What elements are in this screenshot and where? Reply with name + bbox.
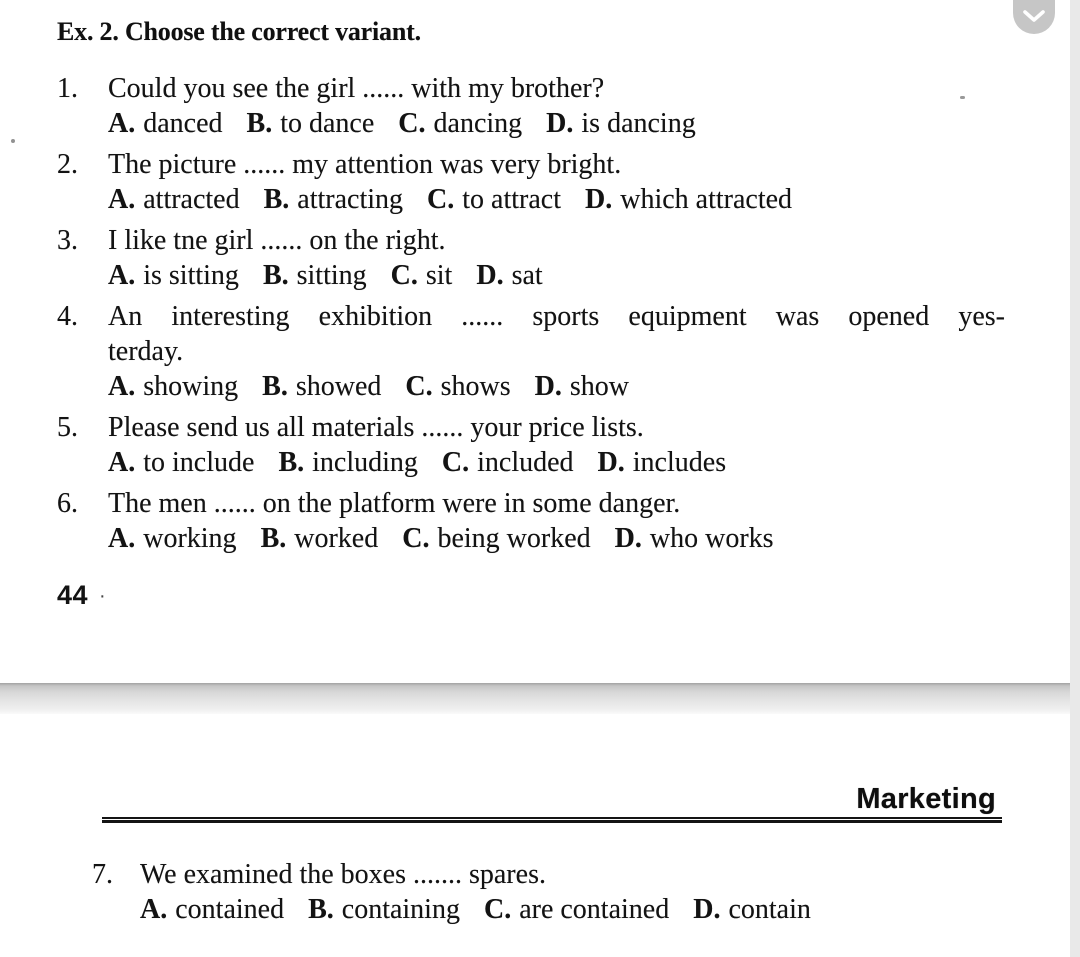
question-4 bbox=[57, 299, 1005, 404]
option-b: B. sitting bbox=[262, 260, 367, 291]
option-c: C. sit bbox=[390, 260, 453, 291]
option-b: B. including bbox=[278, 447, 418, 478]
question-options bbox=[108, 182, 1005, 217]
option-c: C. are contained bbox=[483, 894, 670, 925]
question-number: 1. bbox=[57, 73, 78, 104]
question-text: Could you see the girl ...... with my brother? bbox=[108, 73, 605, 104]
option-c: C. included bbox=[441, 447, 574, 478]
option-c: C. dancing bbox=[398, 108, 523, 139]
question-text: The men ...... on the platform were in some danger. bbox=[108, 488, 681, 519]
question-options bbox=[108, 258, 1005, 293]
question-options bbox=[108, 521, 1005, 556]
question-text: The picture ...... my attention was very bright. bbox=[108, 149, 622, 180]
option-d: D. contain bbox=[693, 894, 811, 925]
option-d: D. who works bbox=[614, 523, 774, 554]
question-text: An interesting exhibition ...... sports equipment was opened yes- bbox=[108, 301, 1005, 332]
option-b: B. worked bbox=[260, 523, 379, 554]
option-a: A. is sitting bbox=[108, 260, 239, 291]
header-rule bbox=[102, 817, 1002, 823]
chapter-header: Marketing bbox=[856, 783, 996, 815]
option-d: D. sat bbox=[476, 260, 543, 291]
question-number: 3. bbox=[57, 225, 78, 256]
scan-speck bbox=[11, 139, 15, 143]
option-d: D. show bbox=[534, 371, 629, 402]
question-options bbox=[108, 106, 1005, 141]
question-5 bbox=[57, 410, 1005, 480]
page-break-divider bbox=[0, 683, 1080, 714]
question-text: We examined the boxes ....... spares. bbox=[140, 859, 546, 890]
scan-speck bbox=[960, 96, 965, 99]
question-number: 7. bbox=[92, 859, 113, 890]
option-a: A. contained bbox=[140, 894, 285, 925]
exercise-title: Ex. 2. Choose the correct variant. bbox=[57, 17, 421, 46]
option-a: A. showing bbox=[108, 371, 239, 402]
page-1-content bbox=[57, 17, 1005, 562]
question-text: I like tne girl ...... on the right. bbox=[108, 225, 446, 256]
option-b: B. containing bbox=[308, 894, 460, 925]
question-number: 4. bbox=[57, 301, 78, 332]
option-d: D. includes bbox=[597, 447, 727, 478]
question-number: 2. bbox=[57, 149, 78, 180]
question-options bbox=[108, 369, 1005, 404]
viewer-gutter bbox=[1070, 0, 1080, 957]
option-d: D. which attracted bbox=[585, 184, 793, 215]
option-c: C. to attract bbox=[427, 184, 561, 215]
option-d: D. is dancing bbox=[546, 108, 696, 139]
question-number: 5. bbox=[57, 412, 78, 443]
page-number bbox=[57, 580, 106, 611]
option-b: B. attracting bbox=[263, 184, 404, 215]
question-7 bbox=[92, 857, 1012, 927]
option-a: A. to include bbox=[108, 447, 255, 478]
option-a: A. attracted bbox=[108, 184, 240, 215]
question-1 bbox=[57, 71, 1005, 141]
option-c: C. being worked bbox=[402, 523, 591, 554]
page-number-value: 44 bbox=[57, 580, 89, 610]
question-list bbox=[57, 71, 1005, 556]
option-b: B. showed bbox=[262, 371, 382, 402]
question-options bbox=[140, 892, 1012, 927]
option-b: B. to dance bbox=[246, 108, 375, 139]
page-number-dot: · bbox=[99, 585, 107, 607]
option-c: C. shows bbox=[405, 371, 511, 402]
question-2 bbox=[57, 147, 1005, 217]
question-number: 6. bbox=[57, 488, 78, 519]
chevron-down-icon bbox=[1022, 9, 1046, 23]
option-a: A. danced bbox=[108, 108, 223, 139]
question-options bbox=[108, 445, 1005, 480]
question-text-continued: terday. bbox=[108, 336, 184, 367]
option-a: A. working bbox=[108, 523, 237, 554]
question-text: Please send us all materials ...... your price lists. bbox=[108, 412, 644, 443]
question-6 bbox=[57, 486, 1005, 556]
question-3 bbox=[57, 223, 1005, 293]
